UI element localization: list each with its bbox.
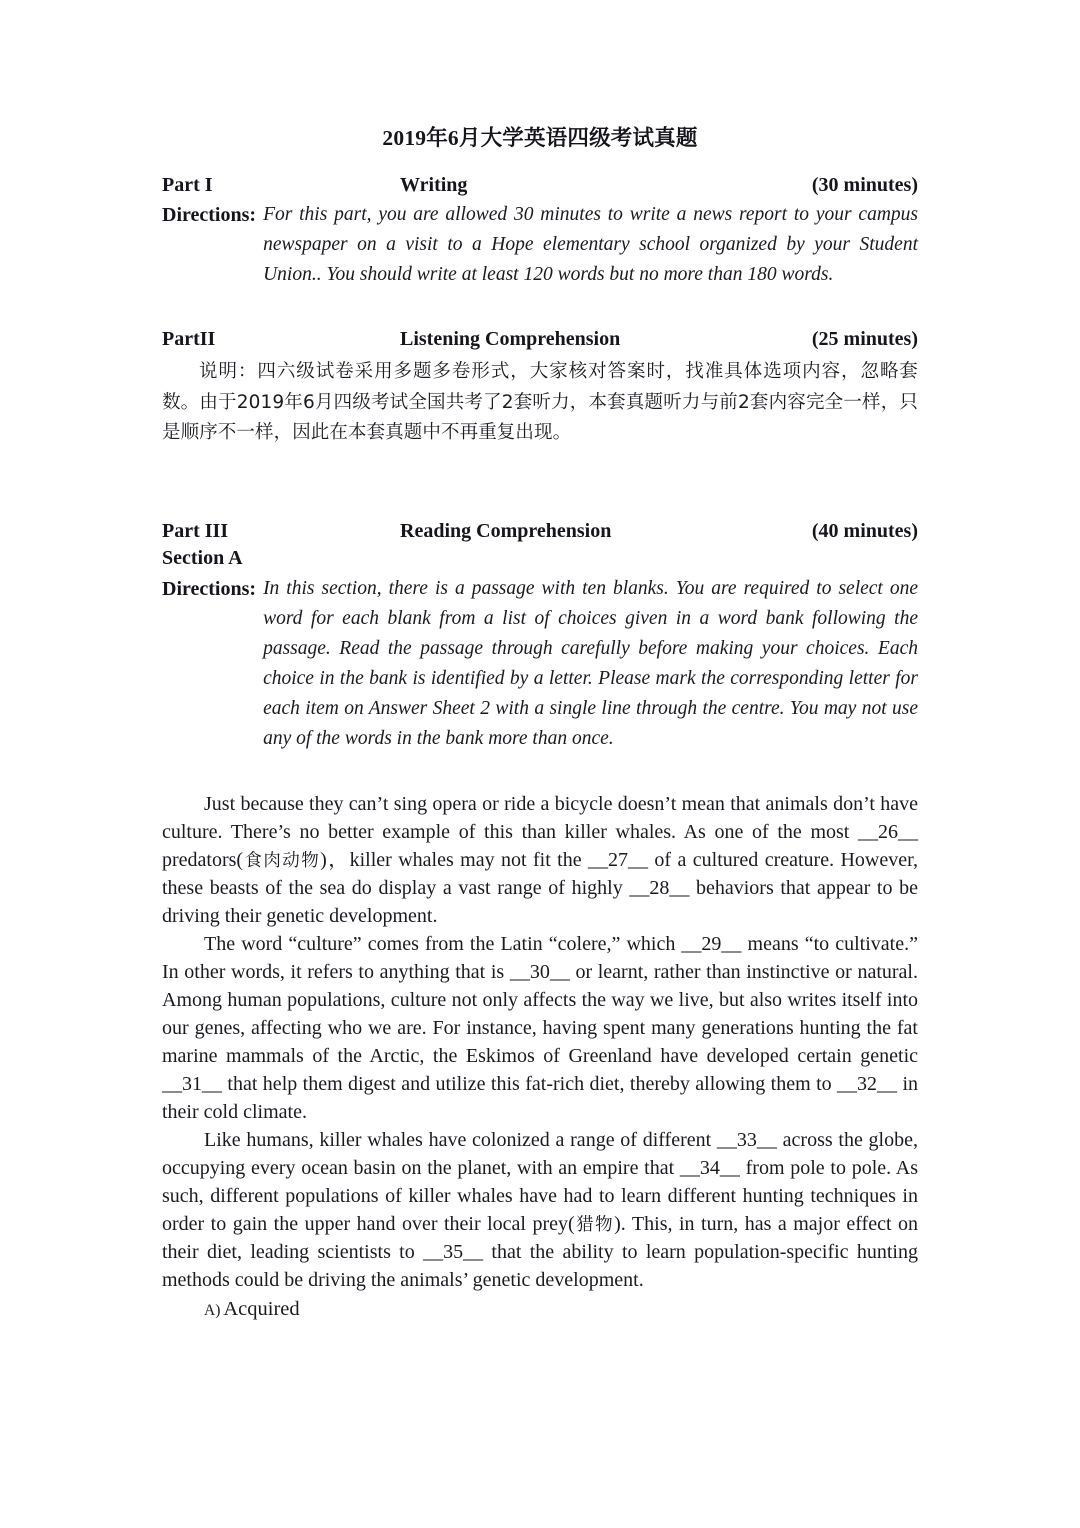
part-1-directions-label: Directions: — [162, 203, 257, 226]
part-1-header — [162, 172, 918, 199]
part-3-title: Reading Comprehension — [400, 520, 612, 543]
reading-passage — [162, 790, 918, 1294]
spacer — [162, 448, 918, 518]
passage-p1-part-b: )，killer whales may not fit the __27__ of a cultured creature. However, these beasts of the sea do display a vast range of highly __28__ behaviors that appear to be driving their genetic development. — [162, 848, 918, 927]
part-3-directions-label: Directions: — [162, 577, 257, 600]
part-1-duration: (30 minutes) — [811, 173, 918, 196]
option-a-key: A) — [204, 1301, 221, 1319]
spacer — [162, 152, 918, 172]
spacer — [162, 290, 918, 326]
passage-paragraph-1 — [162, 790, 918, 930]
passage-paragraph-3 — [162, 1126, 918, 1294]
part-3-directions — [162, 574, 918, 754]
part-2-duration: (25 minutes) — [811, 328, 918, 351]
option-a-word: Acquired — [223, 1297, 300, 1320]
part-3-label: Part III — [162, 520, 229, 543]
passage-p3-chinese-gloss: 猎物 — [574, 1214, 615, 1235]
passage-paragraph-2: The word “culture” comes from the Latin “colere,” which __29__ means “to cultivate.” In other words, it refers to anything that is __30__ or learnt, rather than instinctive or natural. Among human populations, culture not only affects the way we live, but also writes itself into our genes, affecting who we are. For instance, having spent many generations hunting the fat marine mammals of the Arctic, the Eskimos of Greenland have developed certain genetic __31__ that help them digest and utilize this fat-rich diet, thereby allowing them to __32__ in their cold climate. — [162, 932, 918, 1123]
part-3-duration: (40 minutes) — [811, 520, 918, 543]
section-a-label: Section A — [162, 547, 243, 570]
part-2-title: Listening Comprehension — [400, 328, 621, 351]
part-1-title: Writing — [400, 173, 468, 196]
passage-p1-chinese-gloss: 食肉动物 — [243, 850, 321, 871]
part-2-chinese-note: 说明：四六级试卷采用多题多卷形式，大家核对答案时，找准具体选项内容，忽略套数。由于2019年6月四级考试全国共考了2套听力，本套真题听力与前2套内容完全一样，只是顺序不一样，因此在本套真题中不再重复出现。 — [162, 361, 918, 443]
passage-p1-part-a: Just because they can’t sing opera or ride a bicycle doesn’t mean that animals don’t have culture. There’s no better example of this than killer whales. As one of the most __26__ predators( — [162, 792, 918, 871]
document-page — [162, 0, 918, 1528]
page-title: 2019年6月大学英语四级考试真题 — [382, 126, 698, 150]
part-2-label: PartII — [162, 328, 216, 351]
word-bank-option-a — [162, 1295, 918, 1324]
part-1-directions — [162, 200, 918, 290]
part-2-header — [162, 326, 918, 353]
part-1-directions-text: For this part, you are allowed 30 minutes to write a news report to your campus newspaper on a visit to a Hope elementary school organized by your Student Union.. You should write at least 120 words but no more than 180 words. — [263, 203, 918, 286]
part-3-directions-text: In this section, there is a passage with ten blanks. You are required to select one word for each blank from a list of choices given in a word bank following the passage. Read the passage through carefully before making your choices. Each choice in the bank is identified by a letter. Please mark the corresponding letter for each item on Answer Sheet 2 with a single line through the centre. You may not use any of the words in the bank more than once. — [263, 577, 918, 749]
part-1-label: Part I — [162, 173, 213, 196]
passage-p3-part-b: ). This, in turn, has a major effect on their diet, leading scientists to __35__ that the ability to learn population-specific hunting methods could be driving the animals’ genetic development. — [162, 1212, 918, 1291]
passage-p3-part-a: Like humans, killer whales have colonized a range of different __33__ across the globe, occupying every ocean basin on the planet, with an empire that __34__ from pole to pole. As such, different populations of killer whales have had to learn different hunting techniques in order to gain the upper hand over their local prey( — [162, 1128, 918, 1235]
part-3-header — [162, 518, 918, 545]
